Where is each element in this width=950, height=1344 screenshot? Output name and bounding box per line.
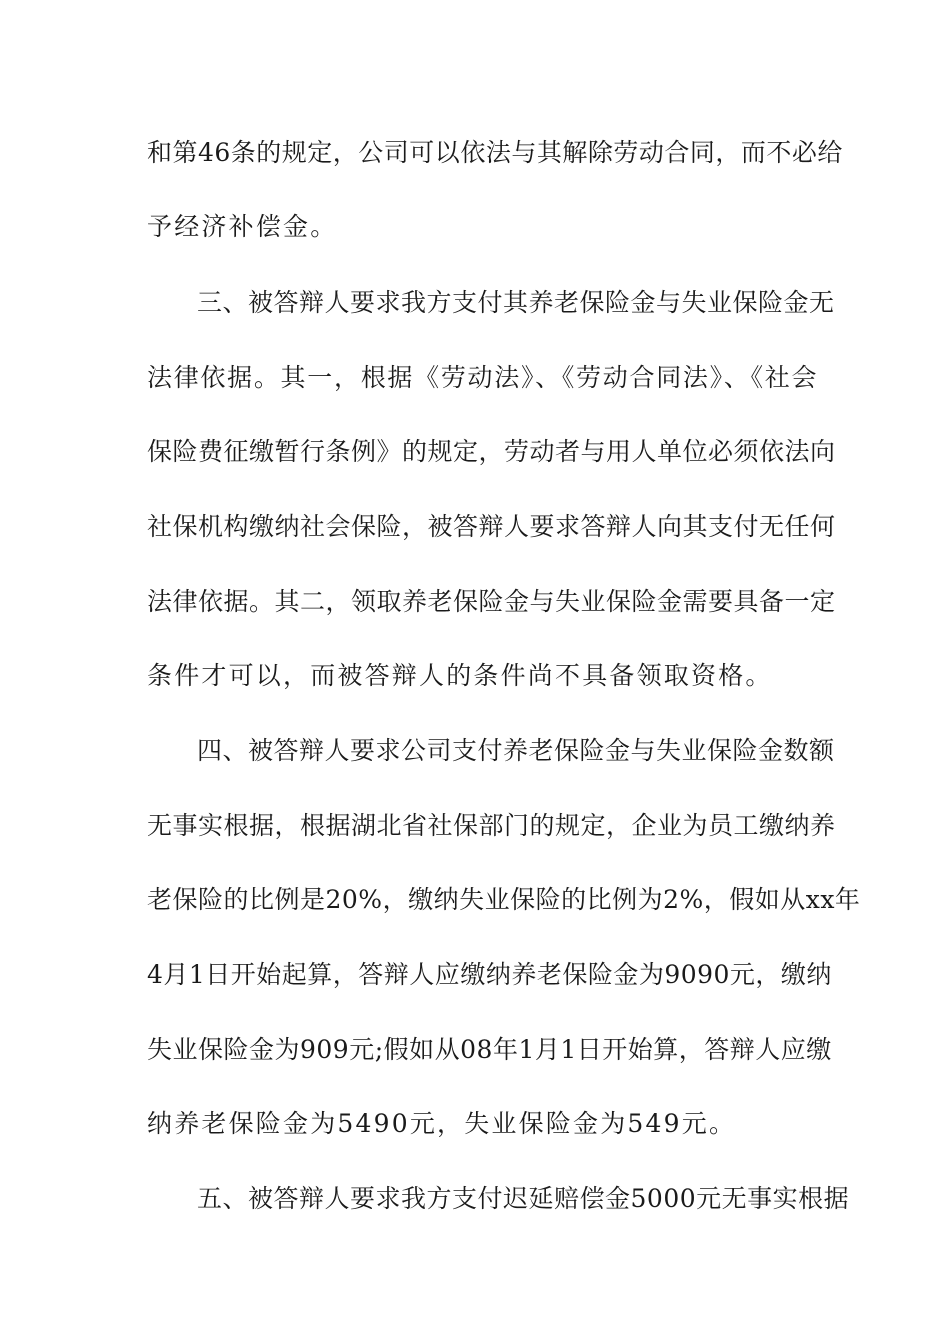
- text-line-2: 予经济补偿金。: [147, 212, 338, 241]
- paragraph-3-line-2: 法律依据。其一，根据《劳动法》、《劳动合同法》、《社会: [147, 363, 817, 392]
- paragraph-4-line-1: 四、被答辩人要求公司支付养老保险金与失业保险金数额: [197, 736, 835, 765]
- paragraph-4-line-5: 失业保险金为909元;假如从08年1月1日开始算，答辩人应缴: [147, 1035, 832, 1064]
- paragraph-3-line-4: 社保机构缴纳社会保险，被答辩人要求答辩人向其支付无任何: [147, 512, 836, 541]
- paragraph-4-line-4: 4月1日开始起算，答辩人应缴纳养老保险金为9090元，缴纳: [147, 960, 832, 989]
- paragraph-4-line-2: 无事实根据，根据湖北省社保部门的规定，企业为员工缴纳养: [147, 811, 836, 840]
- paragraph-3-line-6: 条件才可以，而被答辩人的条件尚不具备领取资格。: [147, 661, 773, 690]
- paragraph-5-line-1: 五、被答辩人要求我方支付迟延赔偿金5000元无事实根据: [197, 1184, 850, 1213]
- paragraph-4-line-6: 纳养老保险金为5490元，失业保险金为549元。: [147, 1109, 737, 1138]
- text-line-1: 和第46条的规定，公司可以依法与其解除劳动合同，而不必给: [147, 138, 843, 167]
- paragraph-3-line-1: 三、被答辩人要求我方支付其养老保险金与失业保险金无: [197, 288, 835, 317]
- paragraph-3-line-3: 保险费征缴暂行条例》的规定，劳动者与用人单位必须依法向: [147, 437, 836, 466]
- paragraph-4-line-3: 老保险的比例是20%，缴纳失业保险的比例为2%，假如从xx年: [147, 885, 861, 914]
- paragraph-3-line-5: 法律依据。其二，领取养老保险金与失业保险金需要具备一定: [147, 587, 836, 616]
